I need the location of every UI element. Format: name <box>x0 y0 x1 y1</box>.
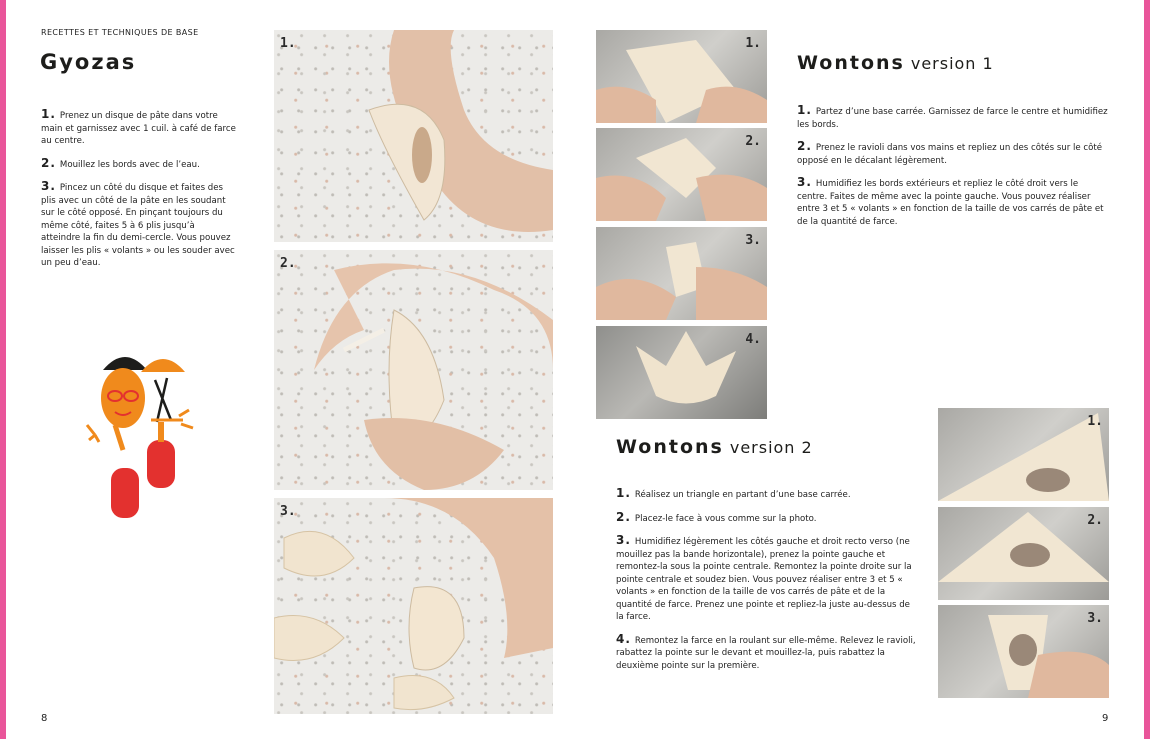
wonton2-title: Wontons version 2 <box>616 436 813 458</box>
gyoza-photo-2 <box>274 250 553 490</box>
gyoza-photo-1-number: 1. <box>280 36 296 51</box>
wonton1-photo-4 <box>596 326 767 419</box>
gyoza-photo-1 <box>274 30 553 242</box>
wonton2-step-3: 3. Humidifiez légèrement les côtés gauche et droit recto verso (ne mouillez pas la bande horizontale), prenez la pointe gauche et remontez-la sous la pointe centrale. Remontez la pointe droite sur la pointe centrale et soudez bien. Vous pouvez réaliser entre 3 et 5 « volants » en fonction de la taille de vos carrés de pâte et de la quantité de farce. Prenez une pointe et repliez-la juste au-dessus de la farce. <box>616 533 912 622</box>
wonton2-step-4: 4. Remontez la farce en la roulant sur elle-même. Relevez le ravioli, rabattez la pointe sur le devant et mouillez-la, puis rabattez la deuxième pointe sur la première. <box>616 631 916 671</box>
wonton1-photo-4-number: 4. <box>745 332 761 347</box>
left-pink-edge <box>0 0 6 739</box>
gyozas-step-1: 1. Prenez un disque de pâte dans votre main et garnissez avec 1 cuil. à café de farce au centre. <box>41 107 236 146</box>
gyoza-photo-3-number: 3. <box>280 504 296 519</box>
gyoza-photo-3 <box>274 498 553 714</box>
wonton1-photo-2-number: 2. <box>745 134 761 149</box>
wonton2-photo-1-number: 1. <box>1087 414 1103 429</box>
wonton1-step-3: 3. Humidifiez les bords extérieurs et repliez le côté droit vers le centre. Faites de même avec la pointe gauche. Vous pouvez réaliser entre 3 et 5 « volants » en fonction de la taille de vos carrés de pâte et de la quantité de farce. <box>797 175 1104 227</box>
wonton2-step-1: 1. Réalisez un triangle en partant d’une base carrée. <box>616 486 851 500</box>
gyozas-steps <box>41 108 236 279</box>
section-label: RECETTES ET TECHNIQUES DE BASE <box>41 28 199 37</box>
gyozas-step-2: 2. Mouillez les bords avec de l’eau. <box>41 155 200 170</box>
wonton1-photo-2 <box>596 128 767 221</box>
wonton2-photo-2-number: 2. <box>1087 513 1103 528</box>
wonton1-step-1: 1. Partez d’une base carrée. Garnissez de farce le centre et humidifiez les bords. <box>797 103 1108 130</box>
wonton1-steps <box>797 104 1109 237</box>
wonton1-photo-1 <box>596 30 767 123</box>
gyozas-title: Gyozas <box>40 50 137 74</box>
wonton1-title: Wontons version 1 <box>797 52 994 74</box>
wonton2-photo-3-number: 3. <box>1087 611 1103 626</box>
chopsticks-character-illustration <box>85 350 205 525</box>
page-number-left: 8 <box>41 713 48 724</box>
wonton1-photo-3 <box>596 227 767 320</box>
wonton2-photo-1 <box>938 408 1109 501</box>
gyoza-photo-2-number: 2. <box>280 256 296 271</box>
wonton1-photo-1-number: 1. <box>745 36 761 51</box>
wonton2-step-2: 2. Placez-le face à vous comme sur la photo. <box>616 509 817 524</box>
wonton2-steps <box>616 487 920 681</box>
page-number-right: 9 <box>1102 713 1109 724</box>
wonton1-step-2: 2. Prenez le ravioli dans vos mains et repliez un des côtés sur le côté opposé en le décalant légèrement. <box>797 139 1103 166</box>
wonton1-photo-3-number: 3. <box>745 233 761 248</box>
right-pink-edge <box>1144 0 1150 739</box>
wonton2-photo-3 <box>938 605 1109 698</box>
wonton2-photo-2 <box>938 507 1109 600</box>
gyozas-step-3: 3. Pincez un côté du disque et faites des plis avec un côté de la pâte en les soudant sur le côté opposé. En pinçant toujours du même côté, faites 5 à 6 plis jusqu’à atteindre la fin du demi-cercle. Vous pouvez laisser les plis « volants » ou les souder avec un peu d’eau. <box>41 179 235 268</box>
